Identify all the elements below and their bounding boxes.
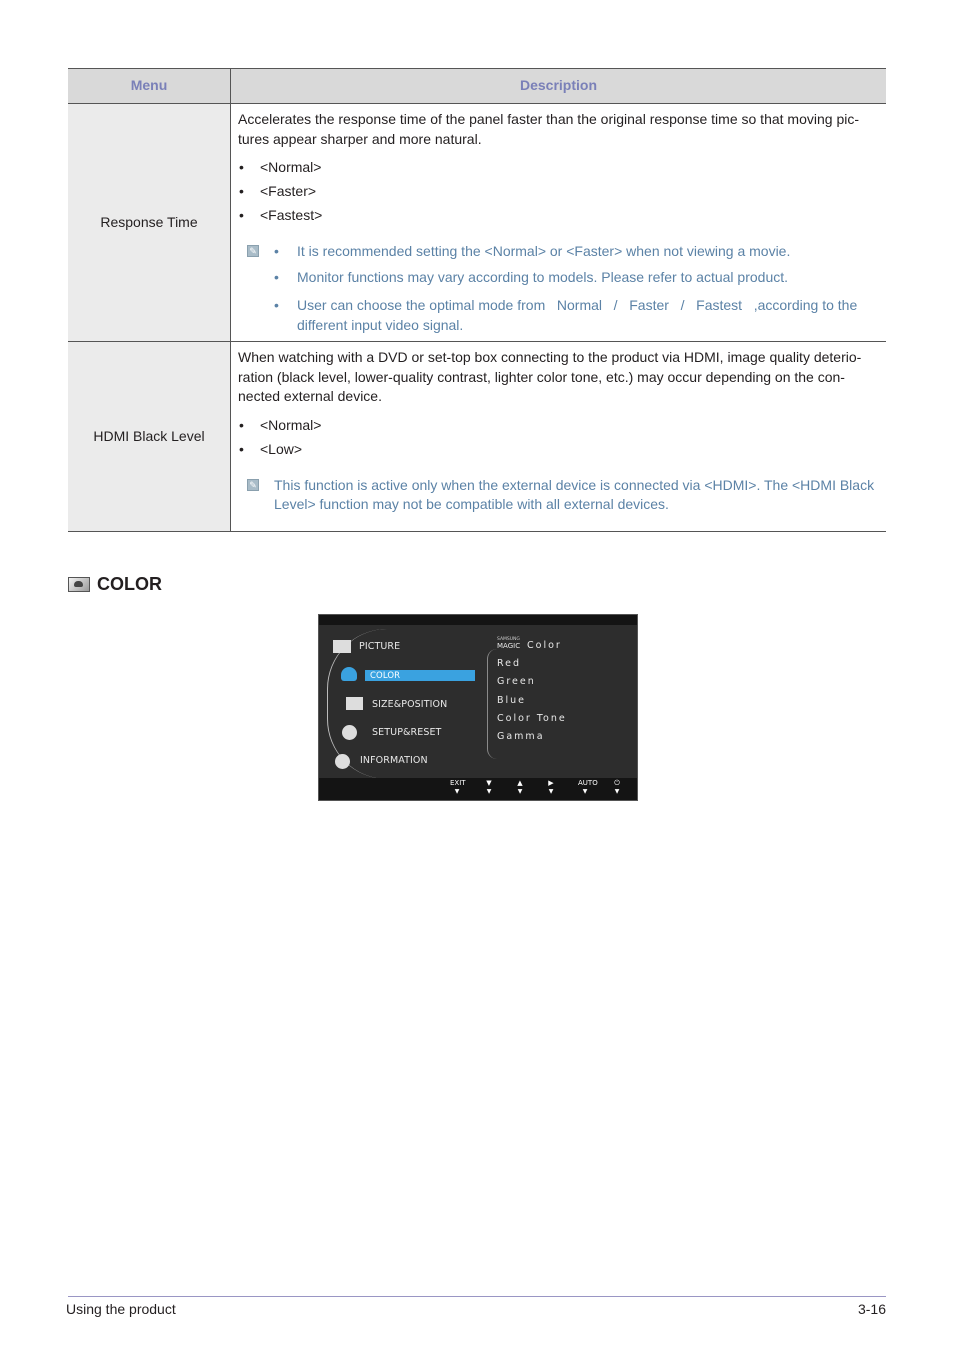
section-title: COLOR [97,573,162,594]
list-item [238,182,878,206]
option-list [238,416,878,464]
note-text: User can choose the optimal mode from Normal / Faster / Fastest ,according to the different input video signal. [297,297,862,333]
bullet: • [239,416,244,433]
osd-power-button: ⏻ ▼ [614,779,620,795]
header-description: Description [231,69,887,104]
osd-submenu-item: Color [527,640,562,651]
gear-icon [342,725,357,740]
bullet: • [274,297,279,313]
note-block [238,242,878,335]
osd-menu-item-color: COLOR [370,671,401,681]
page-number: 3-16 [857,1301,886,1317]
osd-submenu-item: Green [497,676,536,687]
osd-submenu-item: Blue [497,695,527,706]
bullet: • [274,243,279,259]
list-item [238,440,878,464]
osd-menu-item-picture: PICTURE [359,641,401,652]
size-position-icon [346,697,363,710]
bullet: • [274,268,279,285]
samsung-label: SAMSUNG [497,637,520,642]
bullet: • [239,440,244,457]
bullet: • [239,183,244,199]
footer-section-title: Using the product [66,1301,176,1317]
table-row [68,342,886,532]
osd-menu-item-information: INFORMATION [360,755,428,766]
note-item [274,268,878,288]
note-text: Monitor functions may vary according to models. Please refer to actual product. [297,268,789,285]
note-list [274,242,878,335]
osd-submenu-arc [487,649,497,759]
osd-auto-button: AUTO ▼ [578,779,598,795]
osd-screenshot [318,614,638,801]
option-list [238,158,878,230]
list-item [238,206,878,230]
description-text: When watching with a DVD or set-top box connecting to the product via HDMI, image quality deterio-ration (black level, lower-quality contrast, lighter color tone, etc.) may occur depending on the con-nected external device. [238,349,862,404]
header-menu: Menu [68,69,231,104]
osd-menu-item-setup-reset: SETUP&RESET [372,727,442,738]
option-label: <Low> [260,440,303,457]
osd-submenu-item: Red [497,658,522,669]
osd-down-button: ▼ ▼ [486,779,492,795]
osd-exit-button: EXIT ▼ [450,779,466,795]
note-icon: ✎ [247,479,259,491]
osd-enter-button: ▶ ▼ [548,779,554,795]
osd-up-button: ▲ ▼ [517,779,523,795]
info-icon [335,754,350,769]
footer-rule [68,1296,886,1297]
option-label: <Normal> [260,159,322,175]
menu-description-table [68,68,886,532]
osd-submenu-item: Gamma [497,731,545,742]
option-label: <Faster> [260,183,317,199]
list-item [238,416,878,440]
menu-cell-response-time: Response Time [68,104,231,342]
section-heading [68,572,162,596]
picture-icon [333,640,351,653]
note-text: This function is active only when the external device is connected via <HDMI>. The <HDMI Black Level> function may not be compatible with all external devices. [274,476,875,512]
table-row [68,104,886,342]
option-label: <Normal> [260,416,322,433]
magic-label: MAGIC [497,642,521,650]
osd-top-bar [319,615,637,625]
option-label: <Fastest> [260,207,323,223]
note-text: It is recommended setting the <Normal> or <Faster> when not viewing a movie. [297,243,791,259]
osd-menu-item-size-position: SIZE&POSITION [372,699,448,710]
note-item [274,296,878,335]
bullet: • [239,159,244,175]
bullet: • [239,207,244,223]
description-text: Accelerates the response time of the panel faster than the original response time so that moving pic-tures appear sharper and more natural. [238,111,860,147]
note-icon: ✎ [247,245,259,257]
description-cell [231,104,887,342]
note-item [274,242,878,262]
list-item [238,158,878,182]
menu-cell-hdmi-black-level: HDMI Black Level [68,342,231,532]
color-menu-icon [341,667,357,681]
osd-submenu-item: Color Tone [497,713,567,724]
description-cell [231,342,887,532]
note-block [238,476,878,515]
color-icon [68,577,90,592]
